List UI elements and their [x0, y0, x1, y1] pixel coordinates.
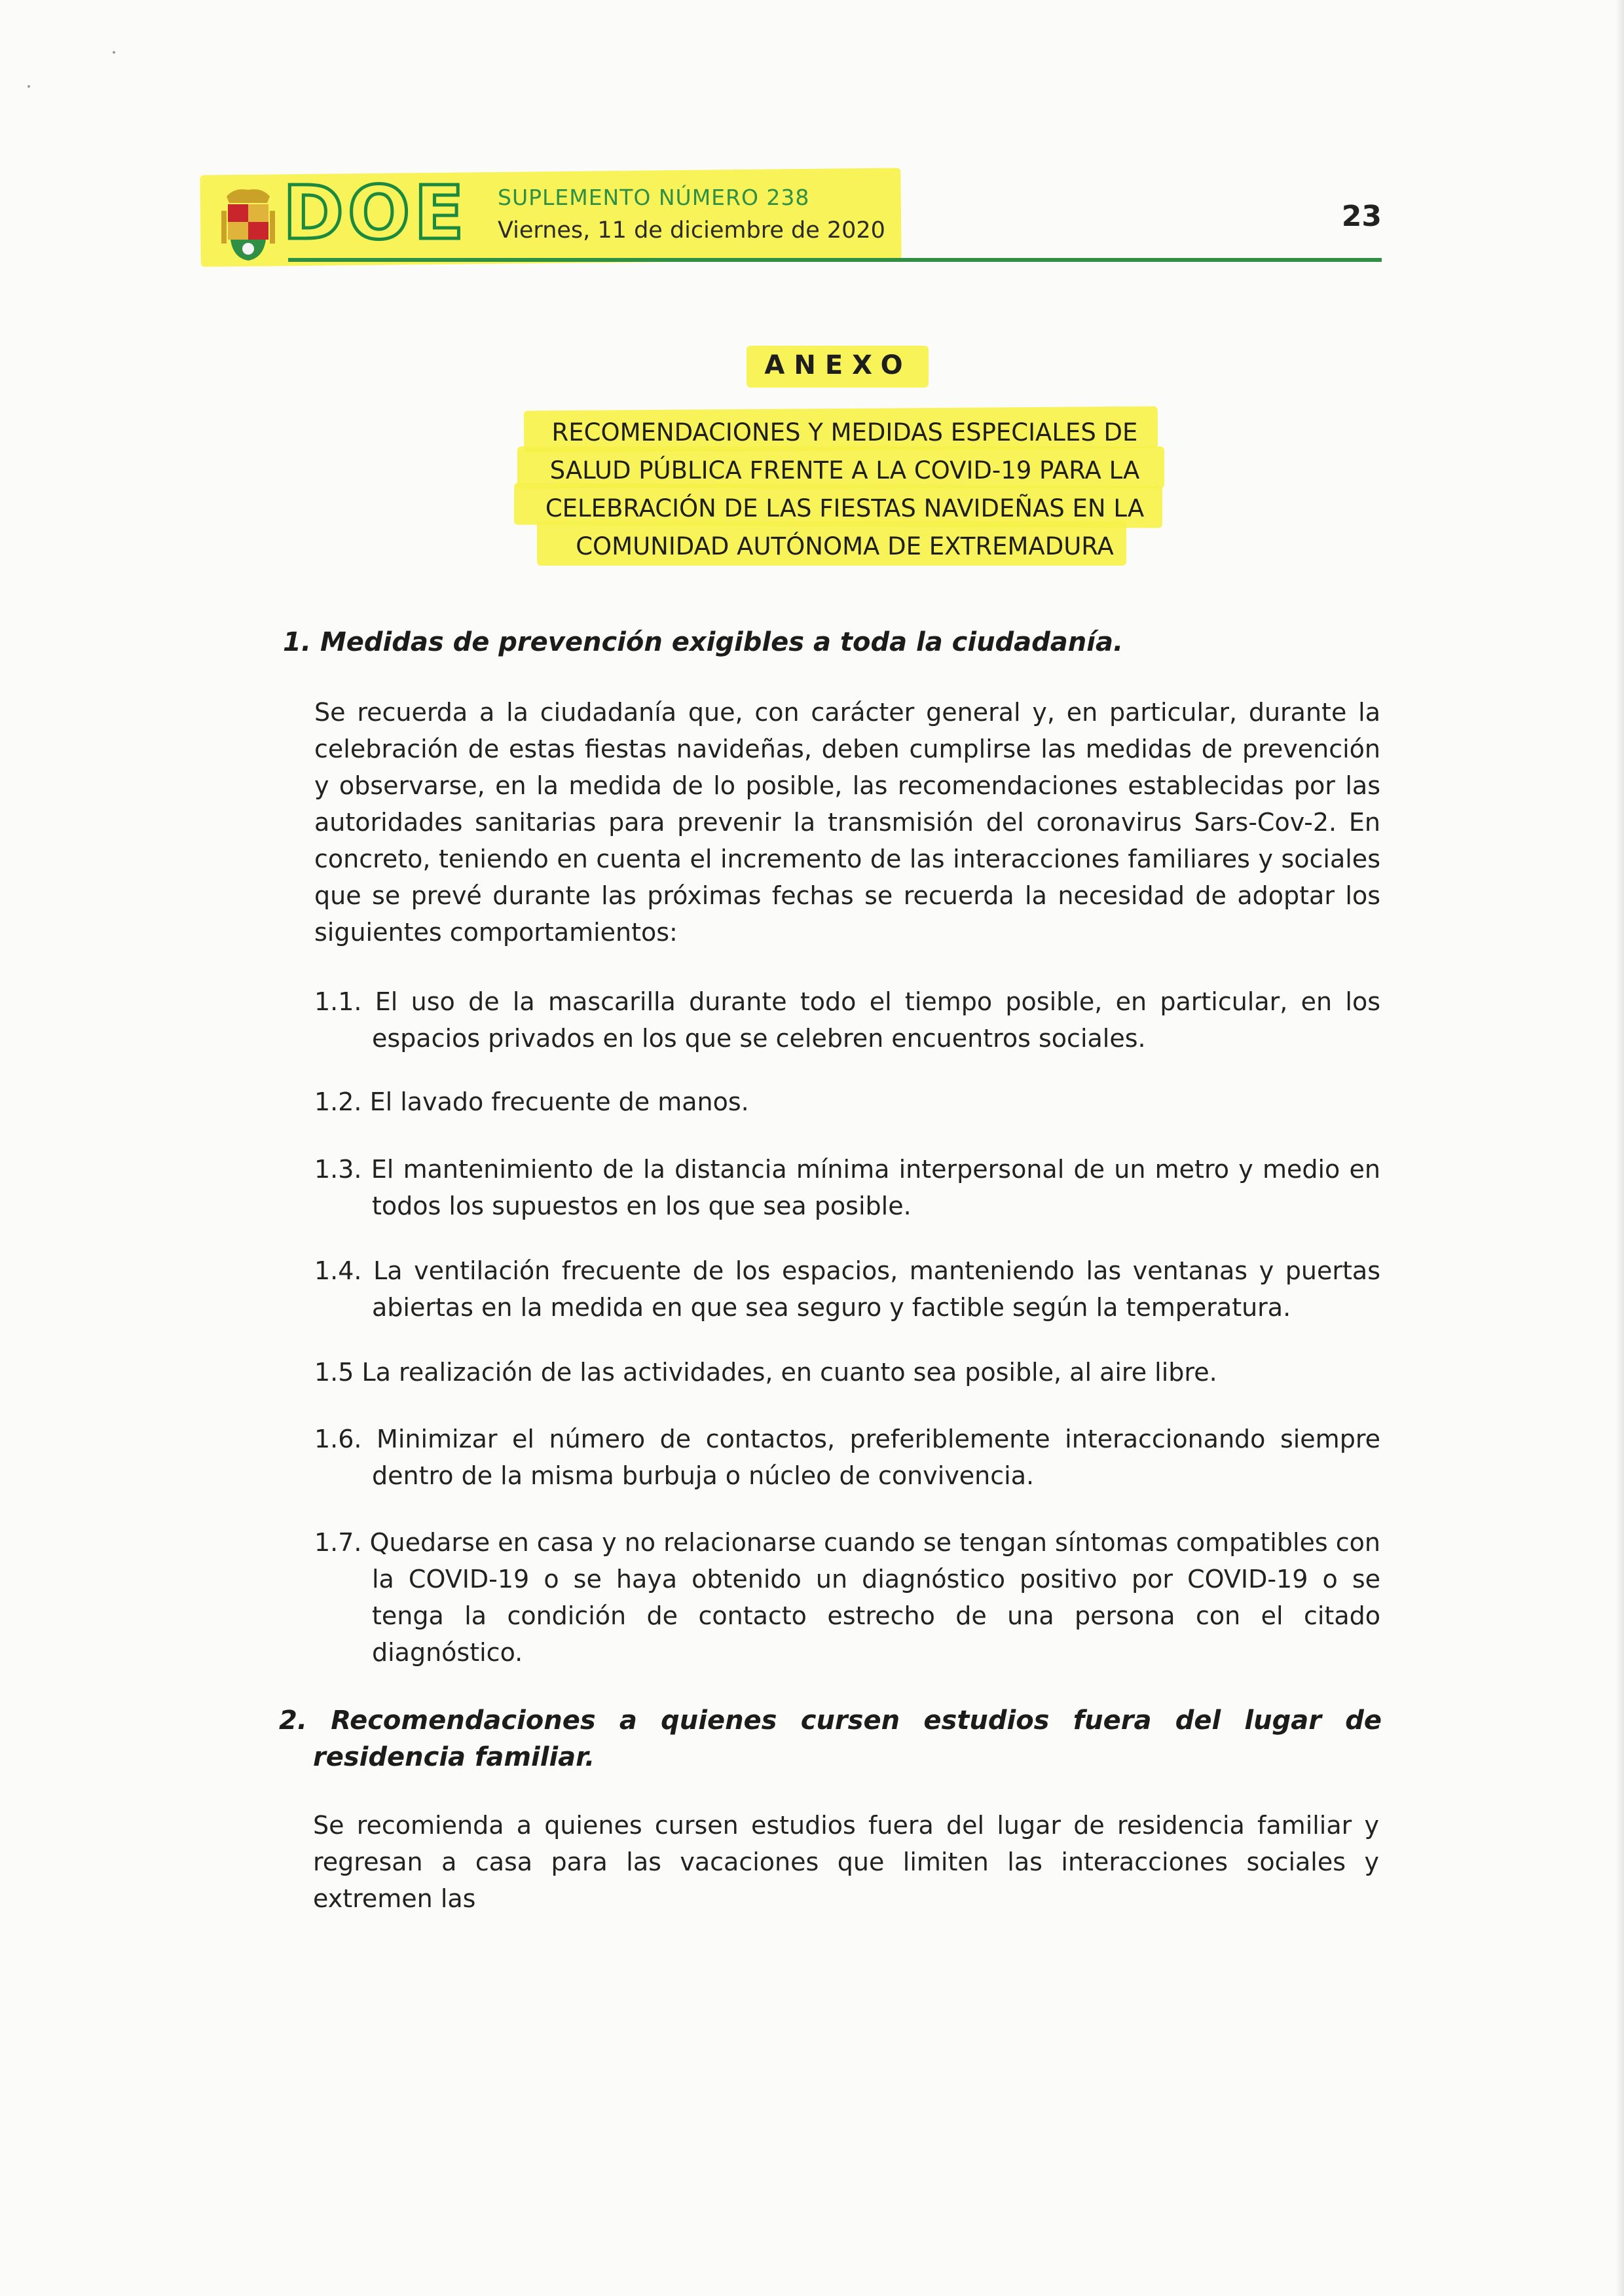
- list-item: 1.2. El lavado frecuente de manos.: [314, 1087, 749, 1116]
- header-rule: [288, 258, 1382, 262]
- annex-label: ANEXO: [764, 350, 912, 380]
- list-item: 1.6. Minimizar el número de contactos, preferiblemente interaccionando siempre dentro de la misma burbuja o núcleo de convivencia.: [314, 1425, 1380, 1490]
- scan-speck: [113, 51, 115, 54]
- coat-of-arms-logo: [221, 185, 275, 263]
- section-2-title: 2. Recomendaciones a quienes cursen estudios fuera del lugar de residencia familiar.: [279, 1705, 1382, 1772]
- section-1-intro: Se recuerda a la ciudadanía que, con carácter general y, en particular, durante la celebración de estas fiestas navideñas, deben cumplirse las medidas de prevención y observarse, en la medida de lo posible, las recomendaciones establecidas por las autoridades sanitarias para prevenir la transmisión del coronavirus Sars-Cov-2. En concreto, teniendo en cuenta el incremento de las interacciones familiares y sociales que se prevé durante las próximas fechas se recuerda la necesidad de adoptar los siguientes comportamientos:: [314, 698, 1380, 947]
- scan-speck: [28, 85, 30, 88]
- scan-edge-shadow: [1616, 0, 1624, 2296]
- annex-title-line: RECOMENDACIONES Y MEDIDAS ESPECIALES DE: [551, 418, 1138, 446]
- annex-title-line: SALUD PÚBLICA FRENTE A LA COVID-19 PARA LA: [549, 456, 1140, 484]
- doe-wordmark: DOE: [283, 171, 468, 256]
- issue-date: Viernes, 11 de diciembre de 2020: [498, 217, 885, 244]
- list-item: 1.5 La realización de las actividades, en cuanto sea posible, al aire libre.: [314, 1358, 1217, 1387]
- section-2-intro: Se recomienda a quienes cursen estudios fuera del lugar de residencia familiar y regresan a casa para las vacaciones que limiten las interacciones sociales y extremen las: [313, 1811, 1379, 1913]
- list-item: 1.7. Quedarse en casa y no relacionarse cuando se tengan síntomas compatibles con la COVID-19 o se haya obtenido un diagnóstico positivo por COVID-19 o se tenga la condición de contacto estrecho de una persona con el citado diagnóstico.: [314, 1528, 1381, 1667]
- supplement-number: SUPLEMENTO NÚMERO 238: [498, 185, 810, 210]
- list-item: 1.4. La ventilación frecuente de los espacios, manteniendo las ventanas y puertas abiertas en la medida en que sea seguro y factible según la temperatura.: [314, 1256, 1380, 1322]
- list-item: 1.3. El mantenimiento de la distancia mínima interpersonal de un metro y medio en todos los supuestos en los que sea posible.: [314, 1155, 1380, 1220]
- annex-title-line: CELEBRACIÓN DE LAS FIESTAS NAVIDEÑAS EN LA: [545, 494, 1145, 522]
- list-item: 1.1. El uso de la mascarilla durante todo el tiempo posible, en particular, en los espacios privados en los que se celebren encuentros sociales.: [314, 987, 1380, 1053]
- section-1-title: 1. Medidas de prevención exigibles a toda la ciudadanía.: [283, 627, 1124, 657]
- page-number: 23: [1341, 200, 1382, 233]
- annex-title: [517, 414, 1172, 566]
- annex-title-line: COMUNIDAD AUTÓNOMA DE EXTREMADURA: [576, 532, 1114, 560]
